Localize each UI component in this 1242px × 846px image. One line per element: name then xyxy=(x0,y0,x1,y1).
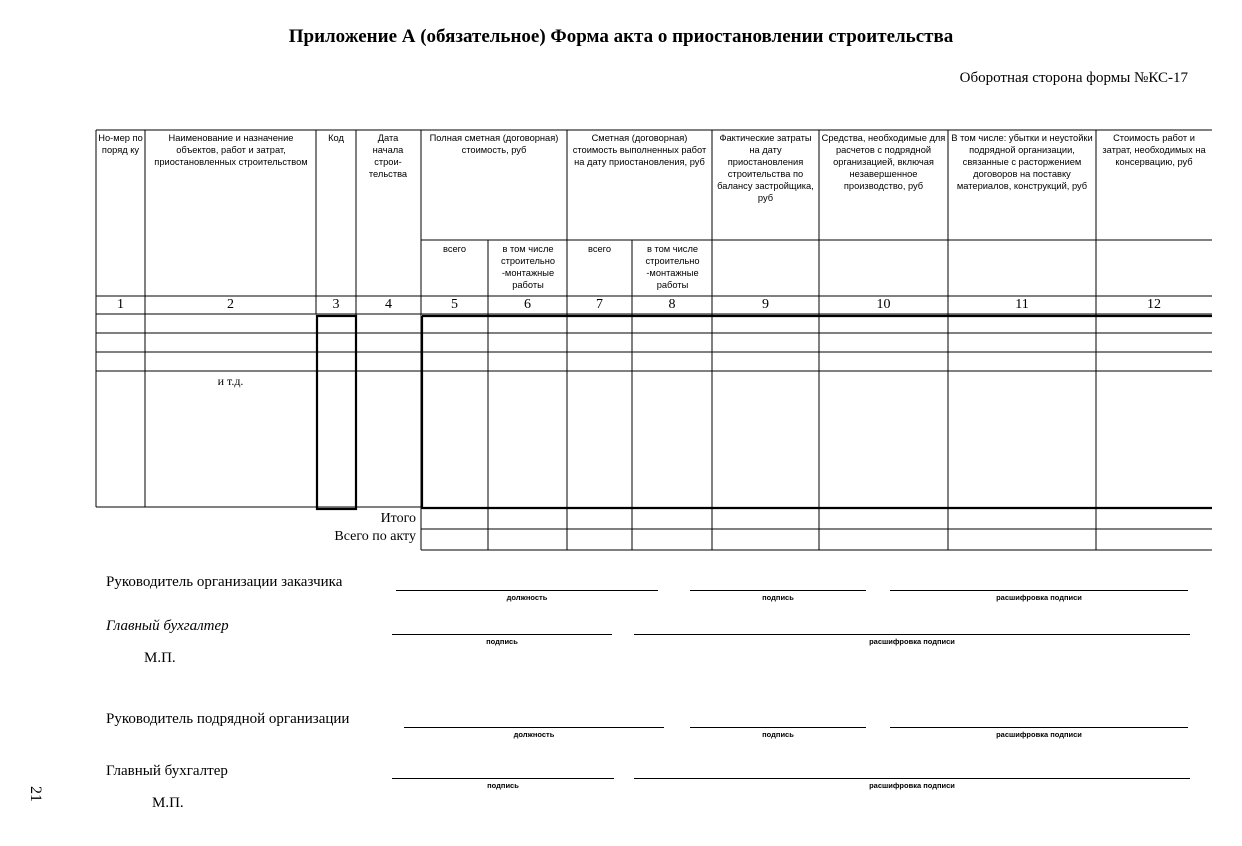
caption-decode: расшифровка подписи xyxy=(996,593,1082,602)
caption-signature: подпись xyxy=(486,637,518,646)
subheader-total-5: всего xyxy=(442,244,466,254)
column-number: 8 xyxy=(668,297,676,312)
document-title: Приложение А (обязательное) Форма акта о приостановлении строительства xyxy=(288,26,954,47)
contractor-position-line[interactable] xyxy=(404,727,664,728)
header-col-11: В том числе: убытки и неустойки подрядной организации, связанные с расторжением договоров на поставку материалов, конструкций, руб xyxy=(951,133,1093,191)
stamp-place-1: М.П. xyxy=(144,650,176,666)
column-number: 12 xyxy=(1147,297,1161,312)
header-col-12: Стоимость работ и затрат, необходимых на консервацию, руб xyxy=(1102,133,1206,167)
column-number: 10 xyxy=(876,297,891,312)
column-number: 11 xyxy=(1015,297,1029,312)
caption-position: должность xyxy=(513,730,555,739)
caption-decode: расшифровка подписи xyxy=(996,730,1082,739)
chief-accountant-label-1: Главный бухгалтер xyxy=(106,618,229,634)
customer-position-line[interactable] xyxy=(396,590,658,591)
caption-position: должность xyxy=(506,593,548,602)
column-number: 7 xyxy=(596,297,603,312)
column-number: 6 xyxy=(524,297,531,312)
subheader-cmr-8: в том числе строительно -монтажные работы xyxy=(645,244,700,290)
header-col-1: Но-мер по поряд ку xyxy=(98,133,143,155)
caption-signature: подпись xyxy=(487,781,519,790)
column-number: 2 xyxy=(227,297,234,312)
header-col-9: Фактические затраты на дату приостановления строительства по балансу застройщика, руб xyxy=(717,133,814,203)
caption-decode: расшифровка подписи xyxy=(869,637,955,646)
customer-head-label: Руководитель организации заказчика xyxy=(106,574,343,590)
etc-label: и т.д. xyxy=(217,374,244,388)
caption-decode: расшифровка подписи xyxy=(869,781,955,790)
column-number: 9 xyxy=(762,297,769,312)
customer-signature-line[interactable] xyxy=(690,590,866,591)
header-col-10: Средства, необходимые для расчетов с подрядной организацией, включая незавершенное производство, руб xyxy=(821,133,946,191)
vsego-po-aktu-label: Всего по акту xyxy=(334,529,416,544)
subheader-total-7: всего xyxy=(587,244,611,254)
header-col-2: Наименование и назначение объектов, работ и затрат, приостановленных строительством xyxy=(154,133,308,167)
accountant2-signature-line[interactable] xyxy=(392,778,614,779)
customer-decode-line[interactable] xyxy=(890,590,1188,591)
caption-signature: подпись xyxy=(762,593,794,602)
column-number: 3 xyxy=(332,297,340,312)
itogo-label: Итого xyxy=(380,511,416,526)
header-col-5-6: Полная сметная (договорная) стоимость, руб xyxy=(429,133,559,155)
accountant1-signature-line[interactable] xyxy=(392,634,612,635)
contractor-head-label: Руководитель подрядной организации xyxy=(106,711,350,727)
header-col-7-8: Сметная (договорная) стоимость выполненных работ на дату приостановления, руб xyxy=(572,133,707,167)
subheader-cmr-6: в том числе строительно -монтажные работы xyxy=(500,244,556,290)
accountant2-decode-line[interactable] xyxy=(634,778,1190,779)
caption-signature: подпись xyxy=(762,730,794,739)
column-number: 5 xyxy=(451,297,458,312)
contractor-signature-line[interactable] xyxy=(690,727,866,728)
header-col-4: Дата начала строи-тельства xyxy=(368,133,408,179)
stamp-place-2: М.П. xyxy=(152,795,184,811)
form-subtitle: Оборотная сторона формы №КС-17 xyxy=(959,70,1188,86)
accountant1-decode-line[interactable] xyxy=(634,634,1190,635)
column-number: 1 xyxy=(117,297,124,312)
page-number: 21 xyxy=(27,786,44,802)
chief-accountant-label-2: Главный бухгалтер xyxy=(106,763,228,779)
column-number: 4 xyxy=(385,297,392,312)
contractor-decode-line[interactable] xyxy=(890,727,1188,728)
header-col-3: Код xyxy=(328,133,344,143)
